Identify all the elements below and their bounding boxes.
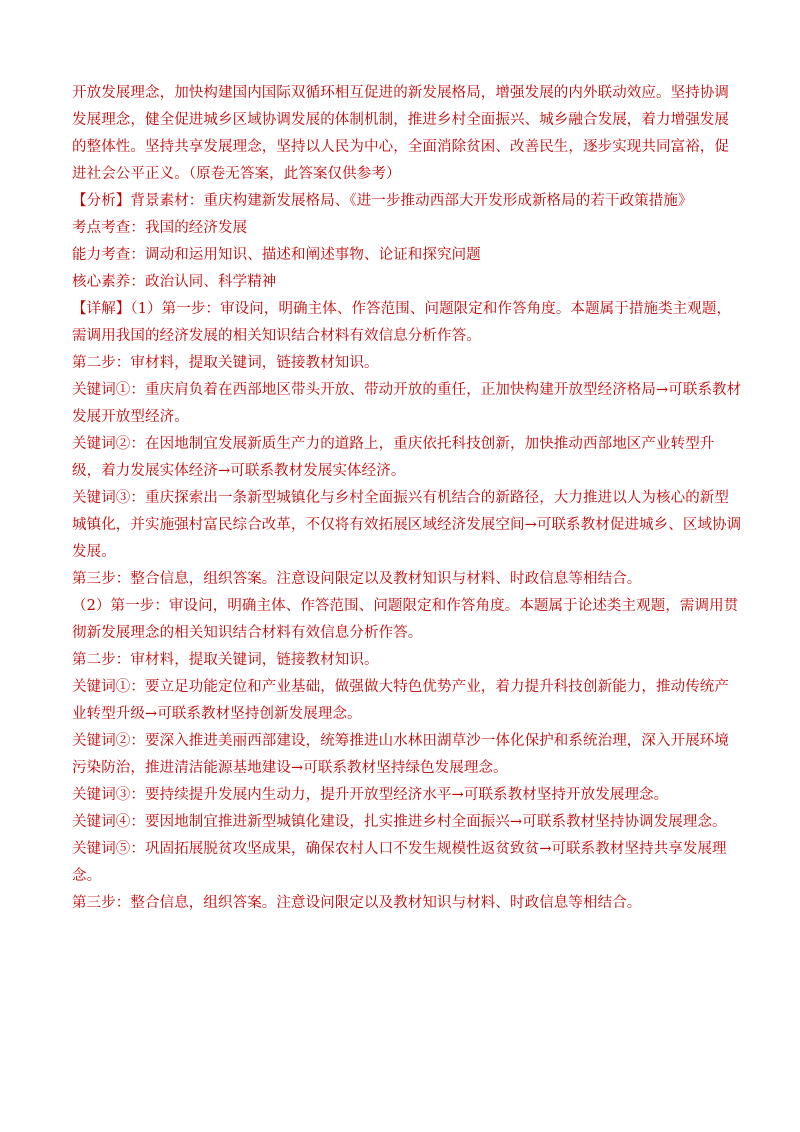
detail-part2-step3: 第三步：整合信息，组织答案。注意设问限定以及教材知识与材料、时政信息等相结合。 <box>72 895 642 911</box>
analysis-background: 【分析】背景素材：重庆构建新发展格局、《进一步推动西部大开发形成新格局的若干政策措施》 <box>72 193 693 209</box>
ability-examined: 能力考查：调动和运用知识、描述和阐述事物、论证和探究问题 <box>72 247 481 263</box>
part1-keyword-1: 关键词①：重庆肩负着在西部地区带头开放、带动开放的重任，正加快构建开放型经济格局→可联系教材发展开放型经济。 <box>72 382 742 425</box>
core-literacy: 核心素养：政治认同、科学精神 <box>72 274 277 290</box>
detail-part1-step1: 【详解】（1）第一步：审设问，明确主体、作答范围、问题限定和作答角度。本题属于措施类主观题，需调用我国的经济发展的相关知识结合材料有效信息分析作答。 <box>72 301 732 344</box>
part2-keyword-5: 关键词⑤：巩固拓展脱贫攻坚成果，确保农村人口不发生规模性返贫致贫→可联系教材坚持共享发展理念。 <box>72 841 727 884</box>
part2-keyword-3: 关键词③：要持续提升发展内生动力，提升开放型经济水平→可联系教材坚持开放发展理念。 <box>72 787 669 803</box>
answer-paragraph-ideas: 开放发展理念，加快构建国内国际双循环相互促进的新发展格局，增强发展的内外联动效应。坚持协调发展理念，健全促进城乡区域协调发展的体制机制，推进乡村全面振兴、城乡融合发展，着力增强发展的整体性。坚持共享发展理念，坚持以人民为中心，全面消除贫困、改善民生，逐步实现共同富裕，促进社会公平正义。（原卷无答案，此答案仅供参考） <box>72 85 729 182</box>
exam-point: 考点考查：我国的经济发展 <box>72 220 248 236</box>
answer-analysis-text <box>72 80 742 917</box>
detail-part1-step2: 第二步：审材料，提取关键词，链接教材知识。 <box>72 355 379 371</box>
part1-keyword-2: 关键词②：在因地制宜发展新质生产力的道路上，重庆依托科技创新，加快推动西部地区产业转型升级，着力发展实体经济→可联系教材发展实体经济。 <box>72 436 715 479</box>
detail-part1-step3: 第三步：整合信息，组织答案。注意设问限定以及教材知识与材料、时政信息等相结合。 <box>72 571 642 587</box>
detail-part2-step2: 第二步：审材料，提取关键词，链接教材知识。 <box>72 652 379 668</box>
part2-keyword-2: 关键词②：要深入推进美丽西部建设，统筹推进山水林田湖草沙一体化保护和系统治理，深入开展环境污染防治，推进清洁能源基地建设→可联系教材坚持绿色发展理念。 <box>72 733 729 776</box>
part2-keyword-1: 关键词①：要立足功能定位和产业基础，做强做大特色优势产业，着力提升科技创新能力，推动传统产业转型升级→可联系教材坚持创新发展理念。 <box>72 679 729 722</box>
detail-part2-step1: （2）第一步：审设问，明确主体、作答范围、问题限定和作答角度。本题属于论述类主观题，需调用贯彻新发展理念的相关知识结合材料有效信息分析作答。 <box>72 598 739 641</box>
part1-keyword-3: 关键词③：重庆探索出一条新型城镇化与乡村全面振兴有机结合的新路径，大力推进以人为核心的新型城镇化，并实施强村富民综合改革，不仅将有效拓展区域经济发展空间→可联系教材促进城乡、区域协调发展。 <box>72 490 742 560</box>
part2-keyword-4: 关键词④：要因地制宜推进新型城镇化建设，扎实推进乡村全面振兴→可联系教材坚持协调发展理念。 <box>72 814 727 830</box>
